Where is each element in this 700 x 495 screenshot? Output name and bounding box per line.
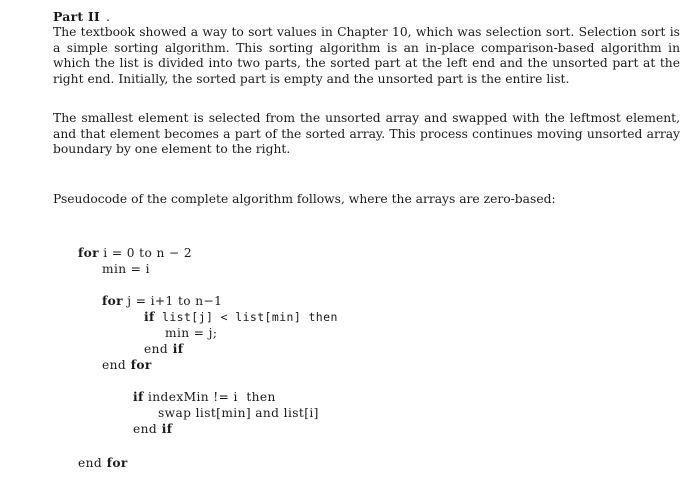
code-line-end-if: end if: [144, 342, 184, 356]
code-line-swap-check: if indexMin != i then: [133, 390, 276, 404]
code-line-inner-for: for j = i+1 to n−1: [102, 294, 223, 308]
code-line-end-inner-for: end for: [102, 358, 152, 372]
intro-paragraph: The textbook showed a way to sort values in Chapter 10, which was selection sort. Selection sort is a simple sorting algorithm. This sorting algorithm is an in-place comparison-based algorithm in which the list is divided into two parts, the sorted part at the left end and the unsorted part at the right end. Initially, the sorted part is empty and the unsorted part is the entire list.: [53, 25, 680, 86]
code-line-min-init: min = i: [102, 262, 150, 276]
code-line-min-assign: min = j;: [165, 326, 218, 340]
pseudocode-intro: Pseudocode of the complete algorithm follows, where the arrays are zero-based:: [53, 192, 556, 206]
process-paragraph: The smallest element is selected from the unsorted array and swapped with the leftmost element, and that element becomes a part of the sorted array. This process continues moving unsorted array boundary by one element to the right.: [53, 111, 680, 156]
code-line-compare: if list[j] < list[min] then: [144, 310, 338, 324]
code-line-outer-for: for i = 0 to n − 2: [78, 246, 193, 260]
code-line-swap: swap list[min] and list[i]: [158, 406, 319, 420]
part-heading: [53, 9, 110, 24]
heading-dot: .: [105, 9, 111, 24]
part-title: Part II: [53, 9, 100, 24]
code-line-end-outer-for: end for: [78, 456, 128, 470]
code-line-end-swap-if: end if: [133, 422, 173, 436]
